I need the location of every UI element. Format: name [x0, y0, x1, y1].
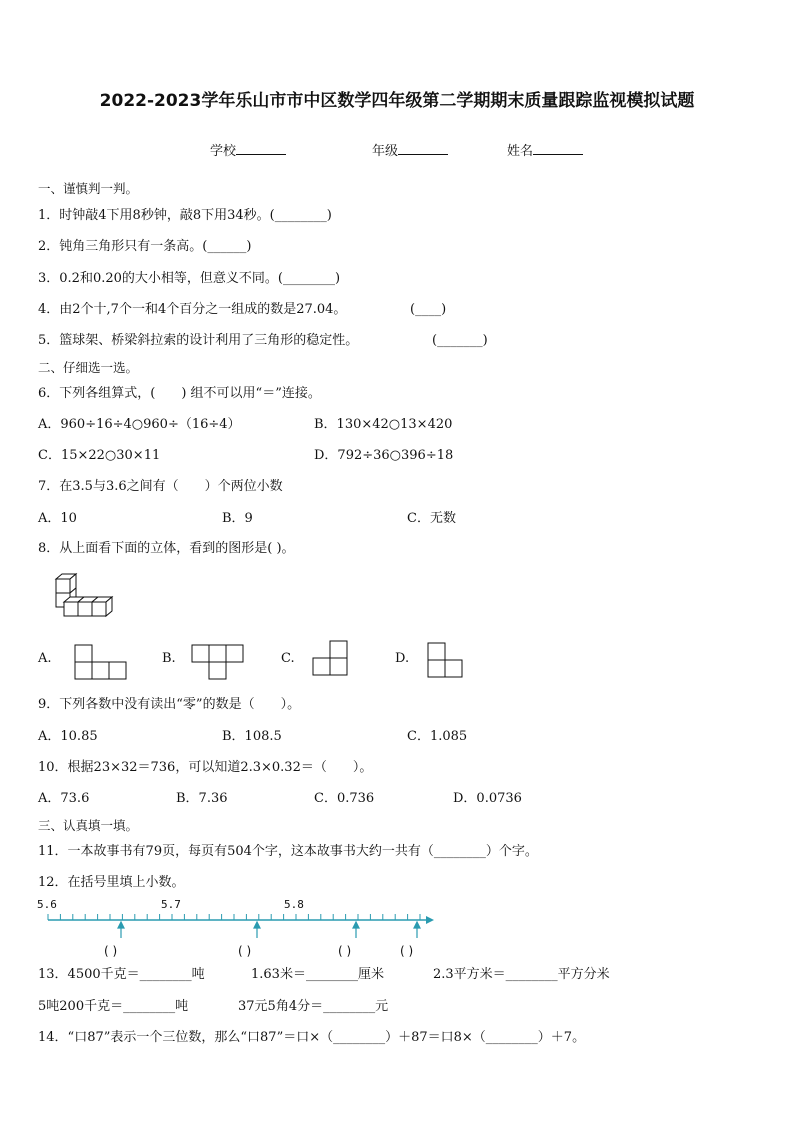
pointer-arrow-1-head — [118, 922, 124, 928]
name-label: 姓名 — [507, 144, 534, 159]
option-d-view-figure — [427, 642, 465, 680]
question-6-option-a[interactable]: A．960÷16÷4○960÷（16÷4） — [38, 417, 241, 432]
question-8-option-a[interactable]: A. — [38, 651, 52, 666]
question-13-part-e: 37元5角4分＝________元 — [238, 999, 389, 1014]
question-8-option-d[interactable]: D. — [395, 651, 410, 666]
option-b-view-figure — [191, 644, 245, 680]
school-label: 学校 — [210, 144, 237, 159]
question-10: 10．根据23×32＝736，可以知道2.3×0.32＝（ ）。 — [38, 760, 373, 775]
question-4-blank[interactable]: (____) — [410, 302, 447, 317]
question-14: 14．“口87”表示一个三位数，那么“口87”＝口×（________）＋87＝口8×（________）＋7。 — [38, 1030, 586, 1045]
school-field — [210, 140, 286, 159]
question-13-part-b: 1.63米＝________厘米 — [251, 967, 384, 982]
name-field — [507, 140, 583, 159]
question-6-option-b[interactable]: B．130×42○13×420 — [314, 417, 453, 432]
answer-blank-2[interactable]: ( ) — [238, 944, 252, 958]
section-1-heading: 一、谨慎判一判。 — [38, 181, 139, 196]
question-10-option-b[interactable]: B．7.36 — [176, 791, 228, 806]
question-8-option-b[interactable]: B. — [162, 651, 176, 666]
section-3-heading: 三、认真填一填。 — [38, 818, 139, 833]
number-line-label-5-8: 5.8 — [284, 898, 304, 911]
question-6-option-d[interactable]: D．792÷36○396÷18 — [314, 448, 454, 463]
question-11: 11．一本故事书有79页，每页有504个字，这本故事书大约一共有（________）个字。 — [38, 844, 538, 859]
answer-blank-3[interactable]: ( ) — [338, 944, 352, 958]
answer-blank-1[interactable]: ( ) — [104, 944, 118, 958]
question-2: 2．钝角三角形只有一条高。(______) — [38, 239, 252, 254]
question-10-option-a[interactable]: A．73.6 — [38, 791, 90, 806]
question-9: 9．下列各数中没有读出“零”的数是（ ）。 — [38, 697, 301, 712]
number-line — [34, 896, 438, 960]
grade-blank[interactable] — [398, 141, 448, 155]
question-10-option-d[interactable]: D．0.0736 — [453, 791, 522, 806]
number-line-label-5-7: 5.7 — [161, 898, 181, 911]
question-12: 12．在括号里填上小数。 — [38, 875, 185, 890]
question-7-option-b[interactable]: B．9 — [222, 511, 253, 526]
question-1: 1．时钟敲4下用8秒钟，敲8下用34秒。(________) — [38, 208, 332, 223]
question-6: 6．下列各组算式，( ) 组不可以用“＝”连接。 — [38, 386, 321, 401]
number-line-label-5-6: 5.6 — [37, 898, 57, 911]
name-blank[interactable] — [533, 141, 583, 155]
section-2-heading: 二、仔细选一选。 — [38, 360, 139, 375]
cube-stack-figure — [48, 572, 114, 624]
question-8-option-c[interactable]: C. — [281, 651, 295, 666]
question-7-option-a[interactable]: A．10 — [38, 511, 77, 526]
pointer-arrow-2-head — [254, 922, 260, 928]
question-7-option-c[interactable]: C．无数 — [407, 511, 456, 526]
question-13-part-d: 5吨200千克＝________吨 — [38, 999, 189, 1014]
question-6-option-c[interactable]: C．15×22○30×11 — [38, 448, 161, 463]
number-line-arrowhead — [426, 916, 434, 924]
answer-blank-4[interactable]: ( ) — [400, 944, 414, 958]
question-7: 7．在3.5与3.6之间有（ ）个两位小数 — [38, 479, 283, 494]
pointer-arrow-4-head — [414, 922, 420, 928]
question-10-option-c[interactable]: C．0.736 — [314, 791, 375, 806]
school-blank[interactable] — [236, 141, 286, 155]
page-title: 2022-2023学年乐山市市中区数学四年级第二学期期末质量跟踪监视模拟试题 — [99, 91, 695, 111]
pointer-arrow-3-head — [353, 922, 359, 928]
question-13-part-c: 2.3平方米＝________平方分米 — [433, 967, 610, 982]
question-5-blank[interactable]: (_______) — [432, 333, 488, 348]
grade-label: 年级 — [372, 144, 399, 159]
question-8: 8．从上面看下面的立体，看到的图形是( )。 — [38, 541, 295, 556]
question-9-option-a[interactable]: A．10.85 — [38, 729, 98, 744]
question-5: 5．篮球架、桥梁斜拉索的设计利用了三角形的稳定性。 — [38, 333, 359, 348]
question-4: 4．由2个十,7个一和4个百分之一组成的数是27.04。 — [38, 302, 347, 317]
option-a-view-figure — [74, 644, 128, 680]
question-13-part-a: 13．4500千克＝________吨 — [38, 967, 205, 982]
grade-field — [372, 140, 448, 159]
question-9-option-c[interactable]: C．1.085 — [407, 729, 468, 744]
question-9-option-b[interactable]: B．108.5 — [222, 729, 282, 744]
question-3: 3．0.2和0.20的大小相等，但意义不同。(________) — [38, 271, 341, 286]
option-c-view-figure — [312, 640, 350, 678]
